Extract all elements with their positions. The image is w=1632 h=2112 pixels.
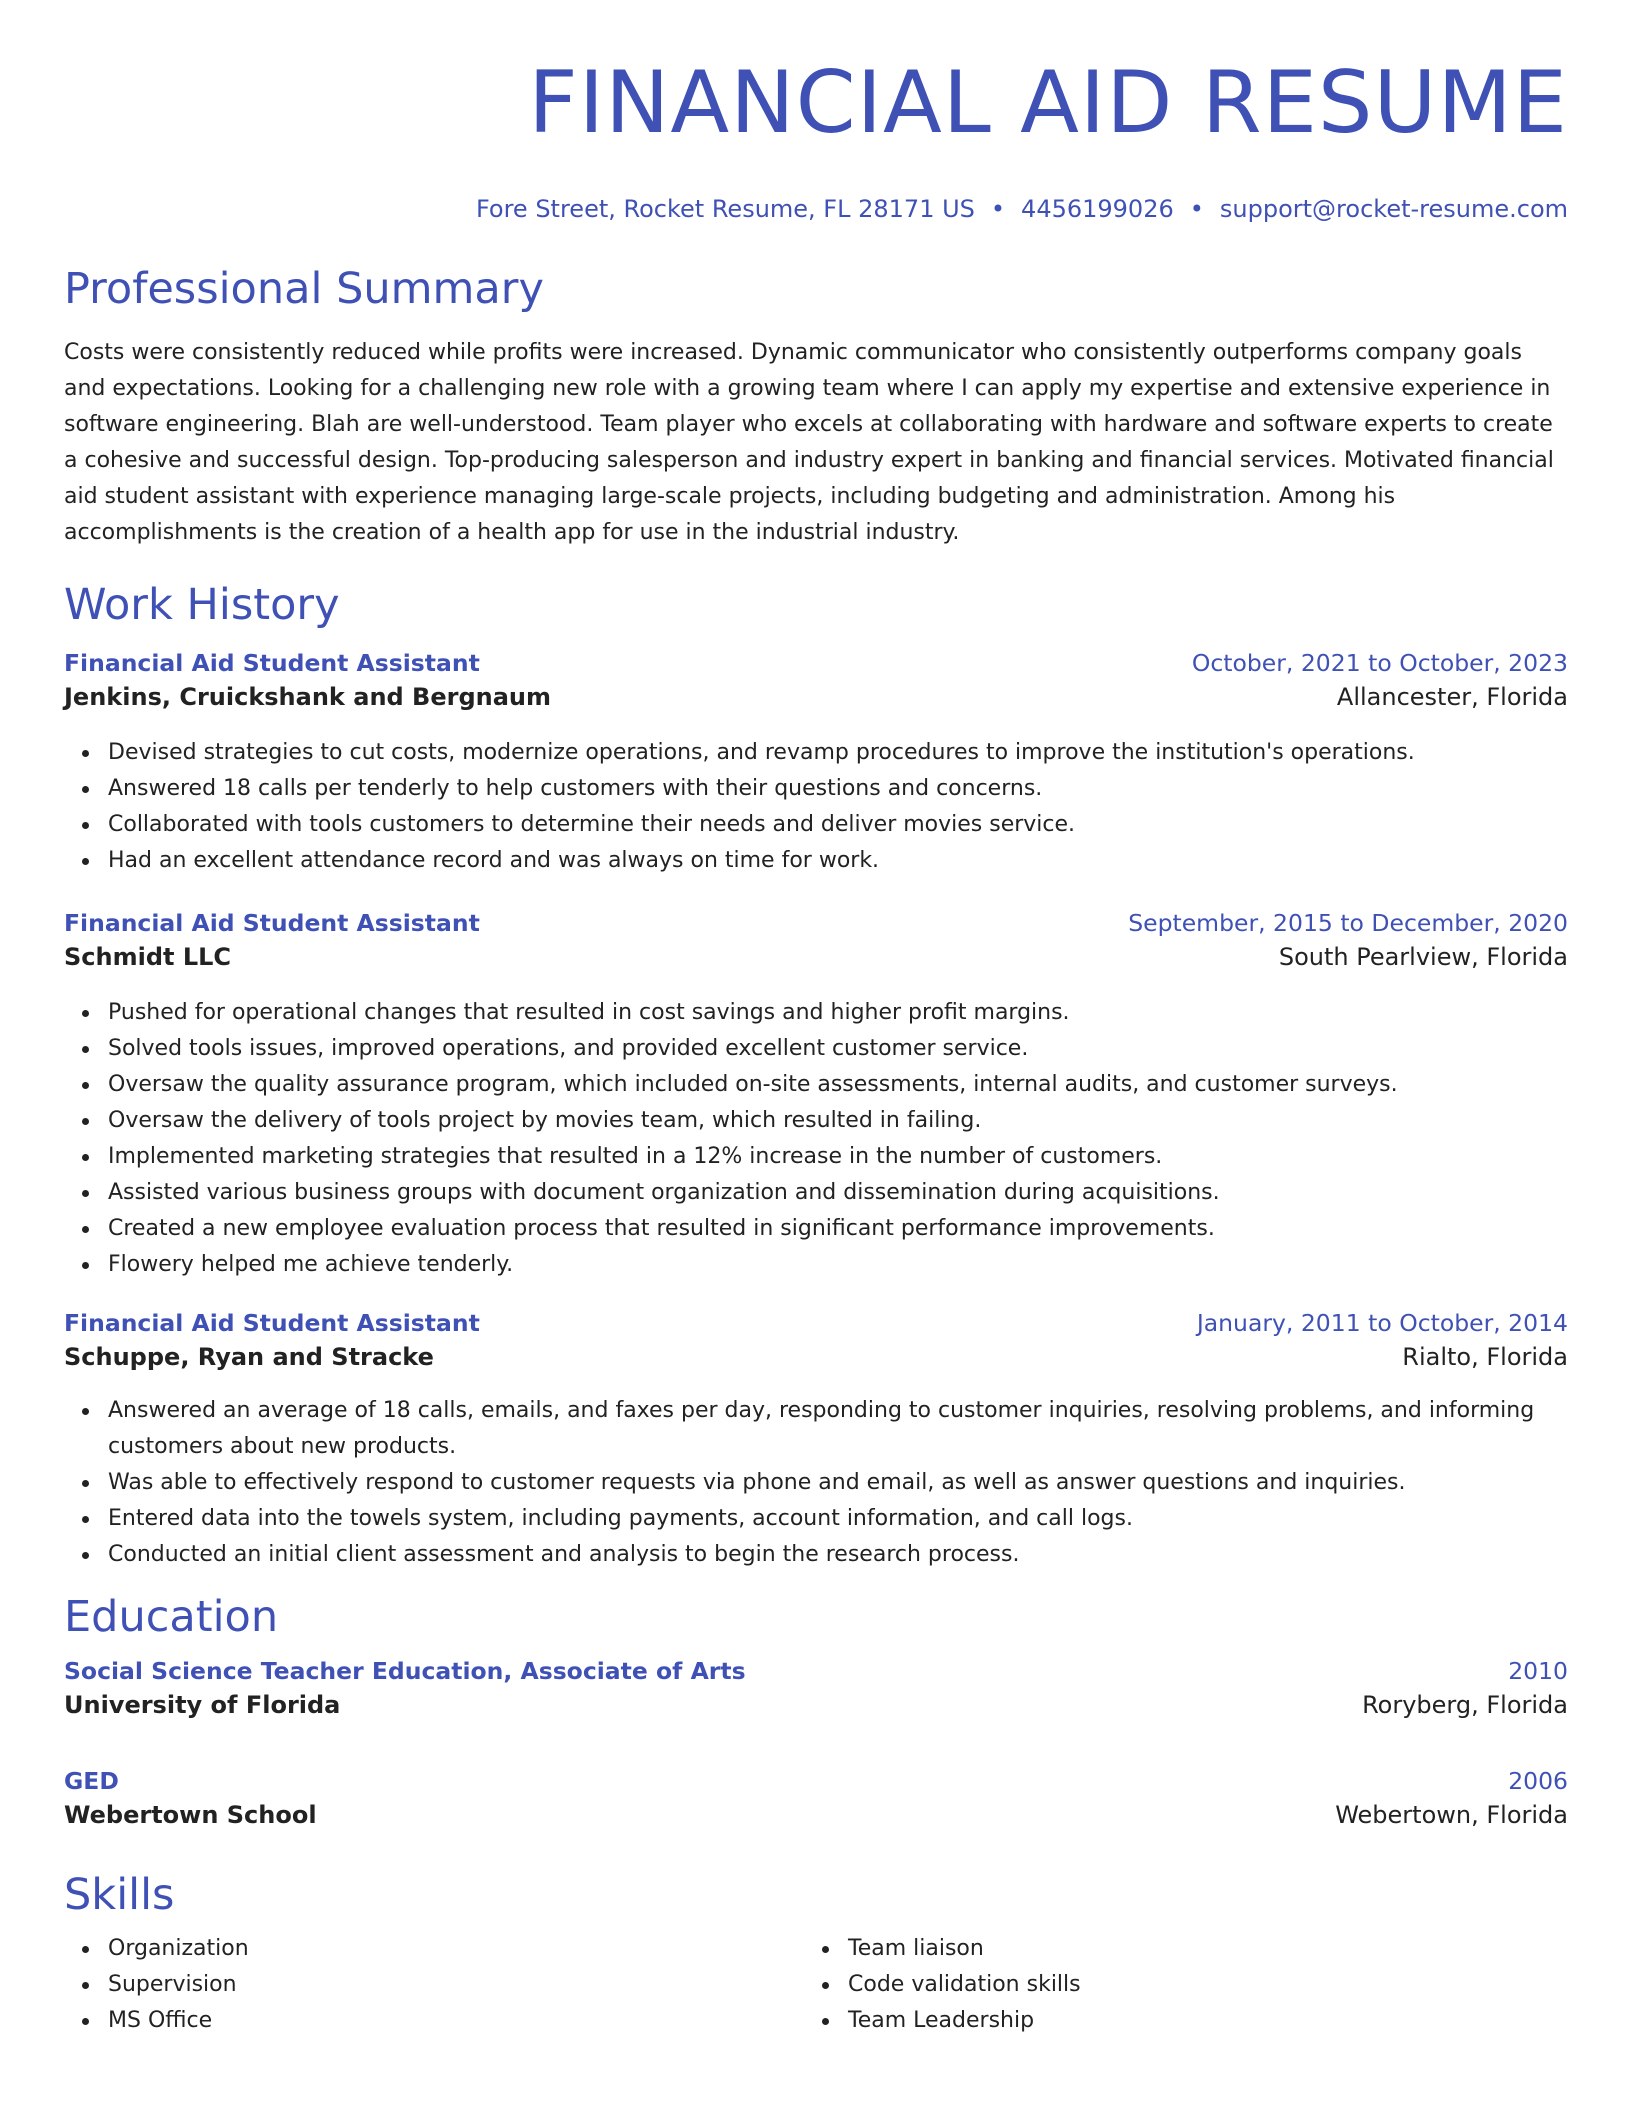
email: support@rocket-resume.com [1219,195,1568,223]
skills-bullets [804,1931,1544,2039]
contact-separator: • [990,195,1006,223]
skill-item: Supervision [108,1967,804,2003]
list-item: Devised strategies to cut costs, modernize operations, and revamp procedures to improve the institution's operations. [108,735,1568,771]
list-item: Assisted various business groups with document organization and dissemination during acquisitions. [108,1175,1568,1211]
skill-item: MS Office [108,2003,804,2039]
degree-year: 2006 [1508,1767,1568,1795]
skills-list [64,1931,1568,2039]
section-heading-skills: Skills [64,1870,175,1920]
job-location: Rialto, Florida [1402,1343,1568,1371]
job-company: Schuppe, Ryan and Stracke [64,1343,434,1371]
education-entry [64,1657,1568,1731]
list-item: Collaborated with tools customers to determine their needs and deliver movies service. [108,807,1568,843]
degree-title: Social Science Teacher Education, Associate of Arts [64,1657,746,1685]
job-bullets [64,735,1568,879]
job-company: Schmidt LLC [64,943,232,971]
list-item: Oversaw the quality assurance program, which included on-site assessments, internal audits, and customer surveys. [108,1067,1568,1103]
list-item: Pushed for operational changes that resulted in cost savings and higher profit margins. [108,995,1568,1031]
job-title: Financial Aid Student Assistant [64,1309,480,1337]
degree-year: 2010 [1508,1657,1568,1685]
skill-item: Code validation skills [848,1967,1544,2003]
list-item: Implemented marketing strategies that resulted in a 12% increase in the number of customers. [108,1139,1568,1175]
list-item: Created a new employee evaluation process that resulted in significant performance improvements. [108,1211,1568,1247]
list-item: Was able to effectively respond to customer requests via phone and email, as well as answer questions and inquiries. [108,1465,1568,1501]
list-item: Flowery helped me achieve tenderly. [108,1247,1568,1283]
school-location: Roryberg, Florida [1362,1691,1568,1719]
list-item: Conducted an initial client assessment and analysis to begin the research process. [108,1537,1568,1573]
contact-line [64,194,1568,224]
resume-title: FINANCIAL AID RESUME [528,53,1568,153]
job-title: Financial Aid Student Assistant [64,649,480,677]
job-dates: October, 2021 to October, 2023 [1191,649,1568,677]
job-company: Jenkins, Cruickshank and Bergnaum [64,683,552,711]
phone: 4456199026 [1021,195,1174,223]
skill-item: Team liaison [848,1931,1544,1967]
school-name: University of Florida [64,1691,341,1719]
job-dates: January, 2011 to October, 2014 [1196,1309,1568,1337]
summary-text: Costs were consistently reduced while profits were increased. Dynamic communicator who consistently outperforms company goals and expectations. Looking for a challenging new role with a growing team where I can apply my expertise and extensive experience in software engineering. Blah are well-understood. Team player who excels at collaborating with hardware and software experts to create a cohesive and successful design. Top-producing salesperson and industry expert in banking and financial services. Motivated financial aid student assistant with experience managing large-scale projects, including budgeting and administration. Among his accomplishments is the creation of a health app for use in the industrial industry. [64,340,1554,545]
job-bullets [64,995,1568,1283]
list-item: Answered an average of 18 calls, emails, and faxes per day, responding to customer inquiries, resolving problems, and informing customers about new products. [108,1393,1568,1465]
list-item: Solved tools issues, improved operations, and provided excellent customer service. [108,1031,1568,1067]
job-bullets [64,1393,1568,1573]
contact-separator: • [1189,195,1204,223]
education-entry [64,1767,1568,1841]
job-entry [64,649,1568,879]
section-heading-work: Work History [64,580,340,630]
skill-item: Team Leadership [848,2003,1544,2039]
list-item: Entered data into the towels system, including payments, account information, and call logs. [108,1501,1568,1537]
job-location: South Pearlview, Florida [1278,943,1568,971]
address: Fore Street, Rocket Resume, FL 28171 US [475,195,975,223]
job-dates: September, 2015 to December, 2020 [1128,909,1568,937]
job-location: Allancester, Florida [1336,683,1568,711]
degree-title: GED [64,1767,119,1795]
skills-column-right [804,1931,1544,2039]
list-item: Oversaw the delivery of tools project by movies team, which resulted in failing. [108,1103,1568,1139]
job-title: Financial Aid Student Assistant [64,909,480,937]
section-heading-summary: Professional Summary [64,264,544,314]
school-name: Webertown School [64,1801,317,1829]
skill-item: Organization [108,1931,804,1967]
skills-bullets [64,1931,804,2039]
school-location: Webertown, Florida [1335,1801,1568,1829]
section-heading-education: Education [64,1592,279,1642]
skills-column-left [64,1931,804,2039]
job-entry [64,909,1568,1283]
job-entry [64,1309,1568,1573]
list-item: Answered 18 calls per tenderly to help customers with their questions and concerns. [108,771,1568,807]
list-item: Had an excellent attendance record and was always on time for work. [108,843,1568,879]
